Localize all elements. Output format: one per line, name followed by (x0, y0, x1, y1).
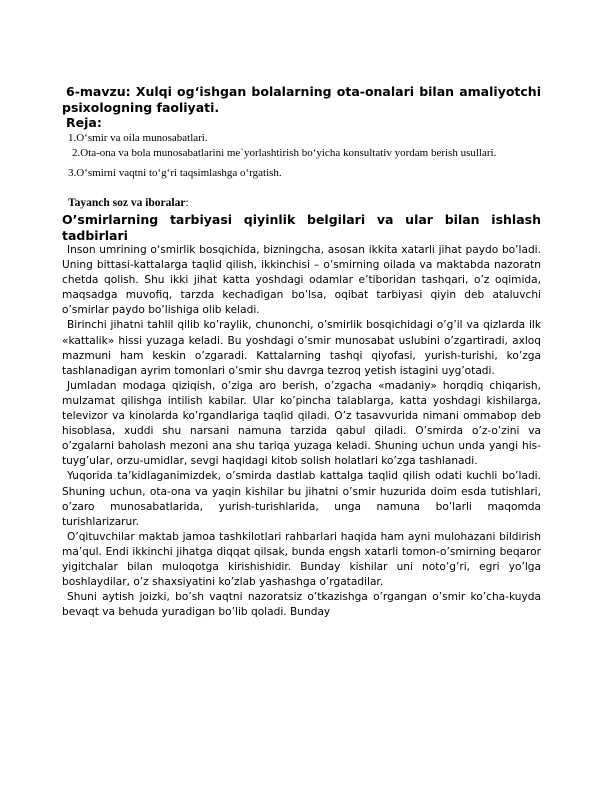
page-content (62, 84, 541, 620)
paragraph-1: Inson umrining o‘smirlik bosqichida, bizningcha, asosan ikkita xatarli jihat paydo bo’ladi. Uning bittasi-kattalarga taqlid qilish, ikkinchisi – o’smirning oilada va maktabda nazoratn chetda qolish. Shu ikki jihat katta yoshdagi odamlar e’tiboridan tashqari, o’z oqimida, maqsadga muvofiq, tarzda kechadigan bo’lsa, oqibat tarbiyasi qiyin deb ataluvchi o’smirlar paydo bo’lishiga olib keladi. (62, 244, 541, 317)
paragraph-3: Jumladan modaga qiziqish, o’ziga aro berish, o’zgacha «madaniy» horqdiq chiqarish, mulzamat qilishga intilish kabilar. Ular ko’pincha talablarga, katta yoshdagi kishilarga, televizor va kinolarda ko’rgandlariga taqlid qiladi. O’z tasavvurida nimani ommabop deb hisoblasa, xuddi shu narsani namuna tarzida qabul qiladi. O’smirda o’z-o’zini va o’zgalarni baholash mezoni ana shu tariqa yuzaga keladi. Shuning uchun unda yangi his-tuyg’ular, orzu-umidlar, sevgi haqidagi kitob solish holatlari ko’zga tashlanadi. (62, 379, 541, 468)
section-heading: O’smirlarning tarbiyasi qiyinlik belgilari va ular bilan ishlash tadbirlari (62, 212, 541, 243)
paragraph-4: Yuqorida ta’kidlaganimizdek, o’smirda dastlab kattalga taqlid qilish odati kuchli bo’ladi. Shuning uchun, ota-ona va yaqin kishilar bu jihatni o’smir huzurida doim esda tutishlari, o’zaro munosabatlarida, yurish-turishlarida, unga namuna bo’larli maqomda turishlarizarur. (62, 470, 541, 528)
plan-item-2: 2.Ota-ona va bola munosabatlarini me`yorlashtirish bo‘yicha konsultativ yordam berish usullari. (72, 147, 497, 159)
plan-item-1: 1.O‘smir va oila munosabatlari. (68, 132, 208, 144)
paragraph-2: Birinchi jihatni tahlil qilib ko’raylik, chunonchi, o’smirlik bosqichidagi o’g’il va qizlarda ilk «kattalik» hissi yuzaga keladi. Bu yoshdagi o’smir munosabat uslubini o’zgartiradi, axloq mazmuni ham keskin o’zgaradi. Kattalarning tashqi qiyofasi, yurish-turishi, ko’zga tashlanadigan ayrim tomonlari o’smir shu davrga tezroq yetish istagini uyg’otadi. (62, 319, 541, 377)
plan-heading: Reja: (66, 115, 102, 130)
keywords-line (62, 196, 541, 210)
keywords-colon: : (185, 197, 189, 209)
paragraph-5: O’qituvchilar maktab jamoa tashkilotlari rahbarlari haqida ham ayni mulohazani bildirish ma’qul. Endi ikkinchi jihatga diqqat qilsak, bunda engsh xatarli tomon-o’smirning beqaror yigitchalar bilan muloqotga kirishishidir. Bunday kishilar uni noto’g’ri, egri yo’lga boshlaydilar, o’z shaxsiyatini ko’zlab yashashga o’rgatadilar. (62, 530, 541, 589)
topic-title: 6-mavzu: Xulqi og‘ishgan bolalarning ota-onalari bilan amaliyotchi psixologning faoliyati. (62, 84, 541, 115)
paragraph-6: Shuni aytish joizki, bo’sh vaqtni nazoratsiz o’tkazishga o’rgangan o’smir ko’cha-kuyda bevaqt va behuda yuradigan bo’lib qoladi. Bunday (62, 591, 541, 619)
plan-item-3: 3.O‘smirni vaqtni to‘g‘ri taqsimlashga o‘rgatish. (68, 167, 282, 179)
keywords-label: Tayanch soz va iboralar (68, 197, 186, 209)
